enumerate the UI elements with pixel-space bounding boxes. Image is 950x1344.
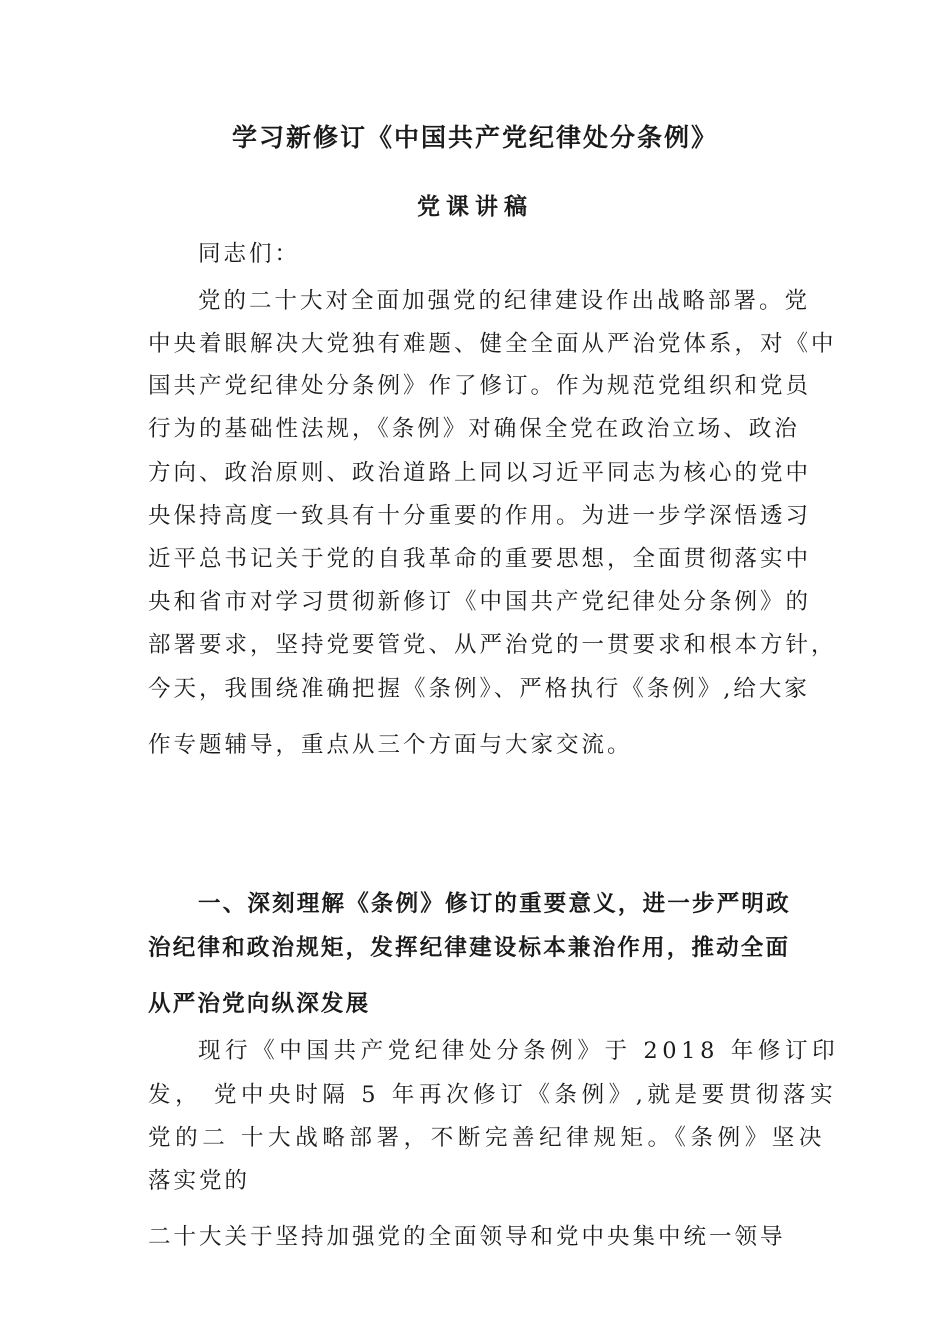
section-heading-line: 从严治党向纵深发展 (148, 991, 371, 1017)
salutation: 同志们： (198, 241, 301, 267)
document-subtitle: 党课讲稿 (417, 194, 533, 220)
paragraph-line: 今天，我围绕准确把握《条例》、严格执行《条例》,给大家 (148, 676, 810, 702)
section-heading-line: 治纪律和政治规矩，发挥纪律建设标本兼治作用，推动全面 (148, 935, 791, 961)
paragraph-line: 央和省市对学习贯彻新修订《中国共产党纪律处分条例》的 (148, 589, 812, 615)
paragraph-line: 党的二十大对全面加强党的纪律建设作出战略部署。党 (198, 288, 811, 314)
paragraph-line: 落实党的 (148, 1168, 251, 1194)
paragraph-line: 现行《中国共产党纪律处分条例》于 2018 年修订印 (198, 1038, 840, 1064)
paragraph-line: 部署要求，坚持党要管党、从严治党的一贯要求和根本方针， (148, 632, 837, 658)
section-heading-line: 一、深刻理解《条例》修订的重要意义，进一步严明政 (198, 891, 791, 917)
paragraph-line: 二十大关于坚持加强党的全面领导和党中央集中统一领导 (148, 1224, 786, 1250)
document-title: 学习新修订《中国共产党纪律处分条例》 (231, 123, 718, 152)
paragraph-line: 作专题辅导，重点从三个方面与大家交流。 (148, 732, 633, 758)
paragraph-line: 中央着眼解决大党独有难题、健全全面从严治党体系，对《中 (148, 331, 837, 357)
paragraph-line: 方向、政治原则、政治道路上同以习近平同志为核心的党中 (148, 460, 812, 486)
paragraph-line: 近平总书记关于党的自我革命的重要思想，全面贯彻落实中 (148, 546, 812, 572)
paragraph-line: 央保持高度一致具有十分重要的作用。为进一步学深悟透习 (148, 503, 812, 529)
paragraph-line: 国共产党纪律处分条例》作了修订。作为规范党组织和党员 (148, 373, 812, 399)
paragraph-line: 发， 党中央时隔 5 年再次修订《条例》,就是要贯彻落实 (148, 1082, 838, 1108)
paragraph-line: 行为的基础性法规，《条例》对确保全党在政治立场、政治 (148, 416, 800, 442)
paragraph-line: 党的二 十大战略部署，不断完善纪律规矩。《条例》坚决 (148, 1125, 827, 1151)
